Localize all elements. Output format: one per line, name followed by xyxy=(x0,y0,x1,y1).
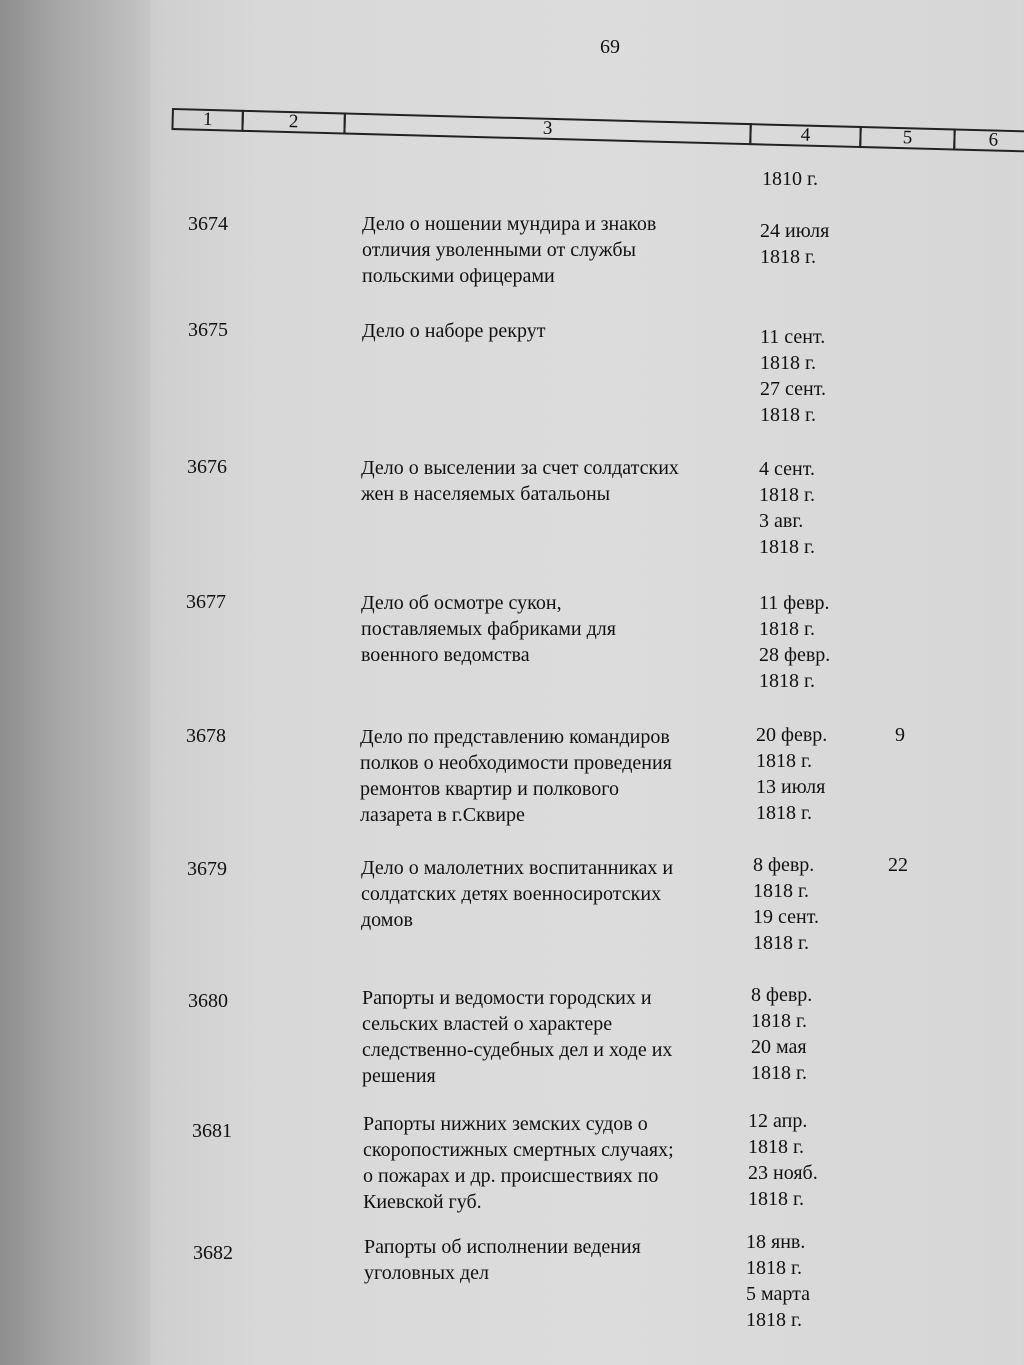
date-line: 1818 г. xyxy=(760,404,816,426)
description-line: о пожарах и др. происшествиях по xyxy=(363,1165,659,1187)
record-number: 3675 xyxy=(188,319,228,341)
date-line: 1818 г. xyxy=(759,484,815,506)
description-line: скоропостижных смертных случаях; xyxy=(363,1139,674,1161)
description-line: следственно-судебных дел и ходе их xyxy=(362,1039,673,1061)
record-description xyxy=(360,724,745,828)
date-line: 1818 г. xyxy=(759,536,815,558)
date-line: 1818 г. xyxy=(759,618,815,640)
date-line: 1818 г. xyxy=(753,932,809,954)
description-line: сельских властей о характере xyxy=(362,1013,613,1035)
record-number: 3680 xyxy=(188,990,228,1012)
record-dates xyxy=(759,456,869,560)
description-line: польскими офицерами xyxy=(362,265,555,287)
date-line: 1810 г. xyxy=(762,168,818,190)
description-line: Дело о выселении за счет солдатских xyxy=(361,457,679,479)
record-number: 3677 xyxy=(186,591,226,613)
date-line: 1818 г. xyxy=(753,880,809,902)
description-line: Рапорты нижних земских судов о xyxy=(363,1113,648,1135)
description-line: Дело по представлению командиров xyxy=(360,726,670,748)
record-number: 3676 xyxy=(187,456,227,478)
record-sheet-count: 9 xyxy=(895,724,905,746)
record-description xyxy=(363,1111,748,1215)
record-description xyxy=(361,855,746,933)
date-line: 12 апр. xyxy=(748,1110,808,1132)
date-line: 1818 г. xyxy=(748,1188,804,1210)
date-line: 1818 г. xyxy=(756,750,812,772)
record-dates xyxy=(756,722,866,826)
column-header-5: 5 xyxy=(859,126,956,151)
record-dates xyxy=(759,590,869,694)
record-number: 3674 xyxy=(188,213,228,235)
date-line: 20 мая xyxy=(751,1036,807,1058)
date-line: 1818 г. xyxy=(751,1010,807,1032)
date-line: 1818 г. xyxy=(748,1136,804,1158)
date-line: 19 сент. xyxy=(753,906,819,928)
description-line: Киевской губ. xyxy=(363,1191,482,1213)
date-line: 8 февр. xyxy=(753,854,815,876)
date-line: 28 февр. xyxy=(759,644,831,666)
date-line: 1818 г. xyxy=(746,1257,802,1279)
date-line: 1818 г. xyxy=(751,1062,807,1084)
record-description xyxy=(362,211,747,289)
date-line: 11 сент. xyxy=(760,326,826,348)
column-header-1: 1 xyxy=(171,108,244,132)
record-description xyxy=(364,1234,749,1286)
description-line: Рапорты и ведомости городских и xyxy=(362,987,652,1009)
description-line: решения xyxy=(362,1065,436,1087)
record-number: 3682 xyxy=(193,1242,233,1264)
description-line: жен в населяемых батальоны xyxy=(361,483,611,505)
record-dates xyxy=(746,1229,856,1333)
description-line: военного ведомства xyxy=(361,644,530,666)
date-line: 1818 г. xyxy=(746,1309,802,1331)
date-line: 1818 г. xyxy=(760,352,816,374)
description-line: лазарета в г.Сквире xyxy=(360,804,525,826)
date-line: 18 янв. xyxy=(746,1231,806,1253)
record-number: 3678 xyxy=(186,725,226,747)
record-description xyxy=(361,590,746,668)
description-line: домов xyxy=(361,909,413,931)
description-line: Дело о наборе рекрут xyxy=(362,320,546,342)
description-line: отличия уволенными от службы xyxy=(362,239,636,261)
record-number: 3679 xyxy=(187,858,227,880)
adjacent-page-edge xyxy=(0,0,150,1365)
column-header-3: 3 xyxy=(343,113,751,146)
column-header-2: 2 xyxy=(241,110,346,135)
date-line: 1818 г. xyxy=(759,670,815,692)
carryover-dates xyxy=(762,166,872,192)
date-line: 1818 г. xyxy=(760,246,816,268)
description-line: солдатских детях военносиротских xyxy=(361,883,662,905)
record-description xyxy=(362,318,747,344)
description-line: полков о необходимости проведения xyxy=(360,752,672,774)
date-line: 5 марта xyxy=(746,1283,810,1305)
description-line: Рапорты об исполнении ведения xyxy=(364,1236,641,1258)
column-header-6: 6 xyxy=(953,128,1024,152)
description-line: поставляемых фабриками для xyxy=(361,618,616,640)
record-dates xyxy=(748,1108,858,1212)
date-line: 27 сент. xyxy=(760,378,826,400)
date-line: 4 сент. xyxy=(759,458,815,480)
description-line: Дело об осмотре сукон, xyxy=(361,592,562,614)
description-line: ремонтов квартир и полкового xyxy=(360,778,619,800)
date-line: 3 авг. xyxy=(759,510,804,532)
record-dates xyxy=(760,324,870,428)
date-line: 8 февр. xyxy=(751,984,813,1006)
description-line: Дело о ношении мундира и знаков xyxy=(362,213,657,235)
record-dates xyxy=(760,218,870,270)
record-description xyxy=(362,985,747,1089)
record-description xyxy=(361,455,746,507)
date-line: 1818 г. xyxy=(756,802,812,824)
description-line: Дело о малолетних воспитанниках и xyxy=(361,857,674,879)
date-line: 23 нояб. xyxy=(748,1162,818,1184)
column-header-4: 4 xyxy=(749,123,862,148)
record-sheet-count: 22 xyxy=(888,854,908,876)
description-line: уголовных дел xyxy=(364,1262,490,1284)
date-line: 13 июля xyxy=(756,776,826,798)
date-line: 24 июля xyxy=(760,220,830,242)
date-line: 11 февр. xyxy=(759,592,830,614)
record-dates xyxy=(751,982,861,1086)
record-dates xyxy=(753,852,863,956)
record-number: 3681 xyxy=(192,1120,232,1142)
column-header-row xyxy=(171,108,1024,170)
page-number: 69 xyxy=(600,36,620,58)
date-line: 20 февр. xyxy=(756,724,828,746)
